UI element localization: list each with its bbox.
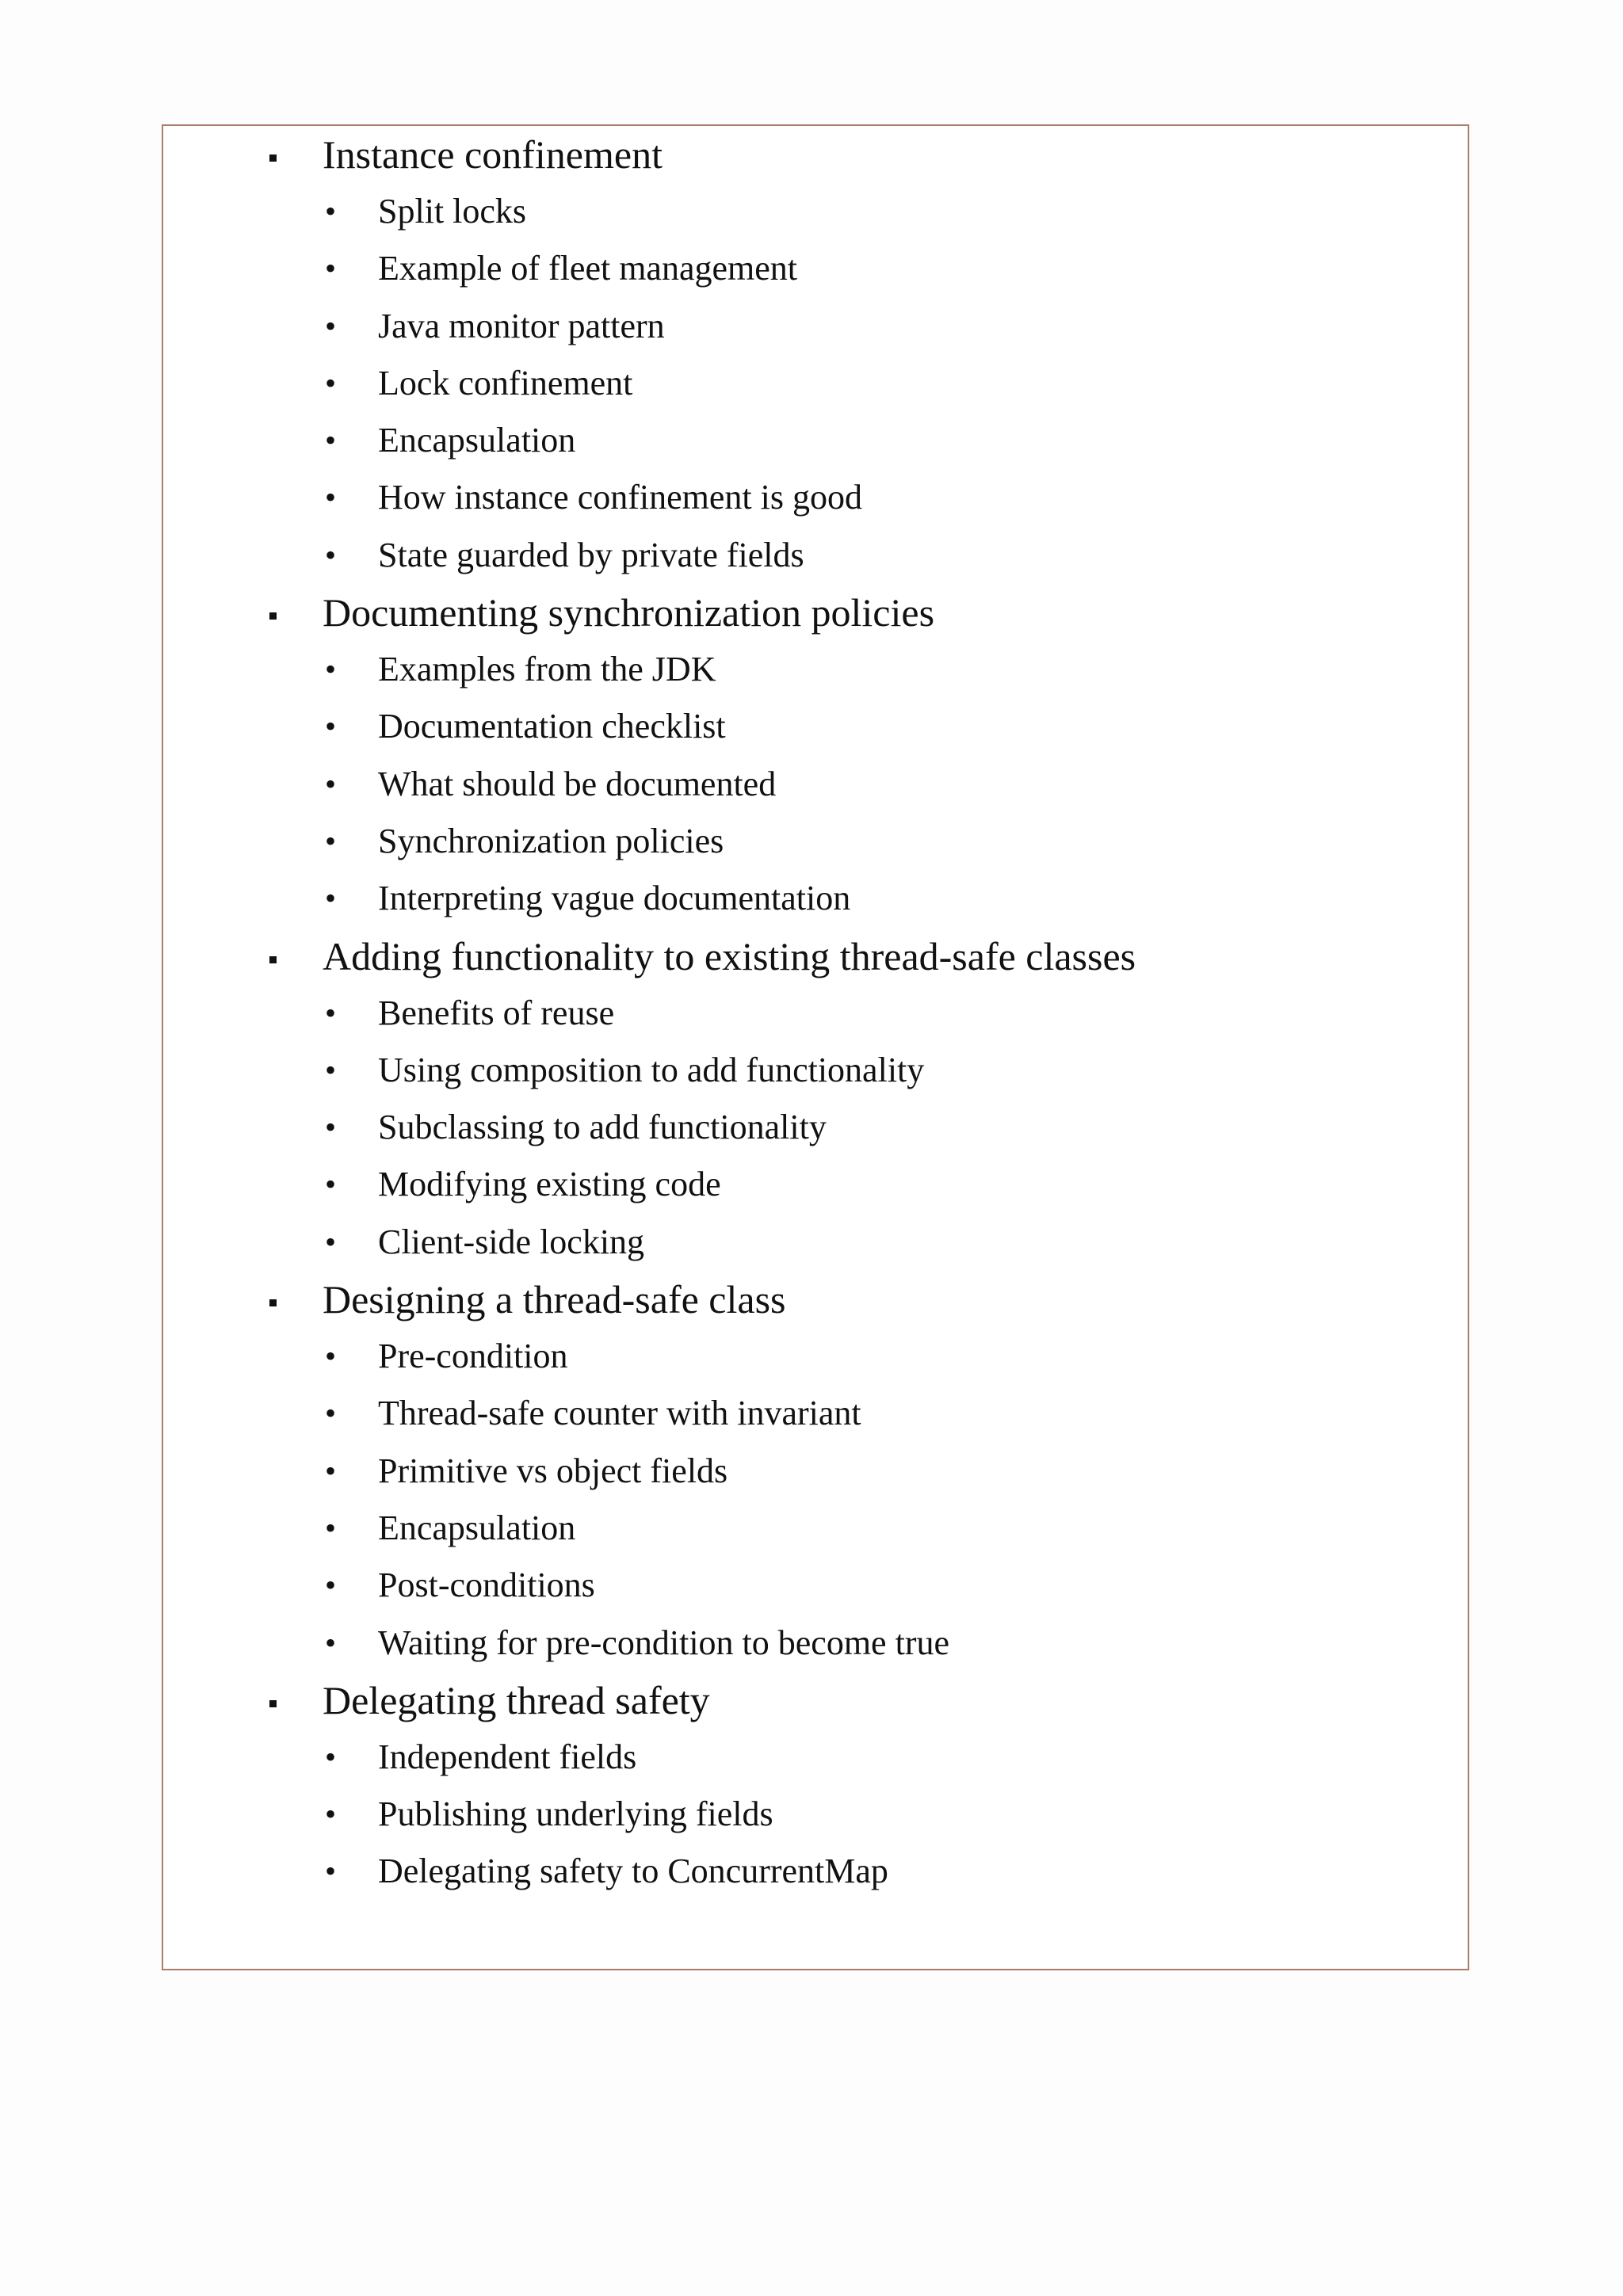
list-item <box>163 1328 1468 1385</box>
section-heading <box>163 928 1468 985</box>
round-bullet-icon: • <box>325 651 337 688</box>
list-item-text: Example of fleet management <box>378 249 797 288</box>
round-bullet-icon: • <box>325 708 337 745</box>
round-bullet-icon: • <box>325 250 337 287</box>
list-item-text: Modifying existing code <box>378 1165 721 1204</box>
list-item <box>163 355 1468 412</box>
round-bullet-icon: • <box>325 765 337 802</box>
round-bullet-icon: • <box>325 880 337 917</box>
list-item <box>163 1156 1468 1213</box>
round-bullet-icon: • <box>325 1567 337 1604</box>
outline-section <box>163 928 1468 1271</box>
list-item-text: Synchronization policies <box>378 821 724 860</box>
list-item-text: Waiting for pre-condition to become true <box>378 1623 949 1662</box>
list-item-text: Java monitor pattern <box>378 306 665 345</box>
round-bullet-icon: • <box>325 994 337 1031</box>
list-item-text: Lock confinement <box>378 363 633 402</box>
list-item <box>163 183 1468 240</box>
list-item-text: State guarded by private fields <box>378 535 804 574</box>
list-item <box>163 813 1468 870</box>
outline-section <box>163 584 1468 927</box>
round-bullet-icon: • <box>325 1395 337 1432</box>
list-item-text: Encapsulation <box>378 1508 576 1547</box>
list-item <box>163 1729 1468 1786</box>
list-item <box>163 698 1468 755</box>
list-item <box>163 1214 1468 1271</box>
section-heading <box>163 584 1468 641</box>
list-item-text: How instance confinement is good <box>378 478 862 517</box>
list-item <box>163 1500 1468 1557</box>
list-item-text: What should be documented <box>378 764 777 803</box>
list-item-text: Pre-condition <box>378 1337 568 1376</box>
list-item-text: Encapsulation <box>378 421 576 460</box>
section-title: Delegating thread safety <box>323 1677 710 1722</box>
list-item-text: Publishing underlying fields <box>378 1794 773 1834</box>
list-item <box>163 870 1468 927</box>
round-bullet-icon: • <box>325 479 337 516</box>
round-bullet-icon: • <box>325 193 337 229</box>
list-item <box>163 1843 1468 1900</box>
list-item <box>163 1042 1468 1099</box>
round-bullet-icon: • <box>325 1452 337 1489</box>
round-bullet-icon: • <box>325 1166 337 1203</box>
round-bullet-icon: • <box>325 1853 337 1890</box>
list-item-text: Subclassing to add functionality <box>378 1108 827 1147</box>
list-item-text: Delegating safety to ConcurrentMap <box>378 1852 888 1891</box>
section-title: Documenting synchronization policies <box>323 590 935 635</box>
list-item <box>163 1385 1468 1442</box>
list-item <box>163 985 1468 1042</box>
section-heading <box>163 126 1468 183</box>
round-bullet-icon: • <box>325 1509 337 1546</box>
subitem-list <box>163 1729 1468 1901</box>
section-heading <box>163 1672 1468 1729</box>
round-bullet-icon: • <box>325 1109 337 1146</box>
round-bullet-icon: • <box>325 1796 337 1833</box>
list-item <box>163 527 1468 584</box>
round-bullet-icon: • <box>325 364 337 401</box>
subitem-list <box>163 183 1468 584</box>
content-box <box>162 124 1469 1970</box>
round-bullet-icon: • <box>325 536 337 573</box>
list-item-text: Client-side locking <box>378 1222 645 1261</box>
round-bullet-icon: • <box>325 422 337 459</box>
list-item <box>163 1615 1468 1672</box>
section-list <box>163 126 1468 1901</box>
list-item <box>163 1786 1468 1843</box>
list-item <box>163 756 1468 813</box>
subitem-list <box>163 985 1468 1271</box>
list-item-text: Primitive vs object fields <box>378 1451 728 1490</box>
list-item <box>163 412 1468 469</box>
list-item-text: Independent fields <box>378 1737 637 1776</box>
round-bullet-icon: • <box>325 1738 337 1775</box>
section-title: Adding functionality to existing thread-safe classes <box>323 933 1136 978</box>
square-bullet-icon <box>269 612 277 620</box>
square-bullet-icon <box>269 956 277 963</box>
list-item <box>163 469 1468 526</box>
list-item <box>163 1557 1468 1614</box>
round-bullet-icon: • <box>325 1624 337 1661</box>
outline-section <box>163 1672 1468 1901</box>
square-bullet-icon <box>269 154 277 162</box>
list-item <box>163 641 1468 698</box>
list-item-text: Interpreting vague documentation <box>378 879 851 918</box>
section-title: Designing a thread-safe class <box>323 1277 786 1322</box>
square-bullet-icon <box>269 1299 277 1306</box>
list-item-text: Examples from the JDK <box>378 650 716 689</box>
list-item <box>163 1099 1468 1156</box>
round-bullet-icon: • <box>325 1051 337 1088</box>
list-item-text: Split locks <box>378 192 527 231</box>
subitem-list <box>163 641 1468 927</box>
list-item <box>163 240 1468 297</box>
list-item <box>163 1443 1468 1500</box>
outline-section <box>163 126 1468 584</box>
round-bullet-icon: • <box>325 1338 337 1375</box>
list-item-text: Using composition to add functionality <box>378 1050 925 1089</box>
subitem-list <box>163 1328 1468 1672</box>
list-item-text: Benefits of reuse <box>378 993 615 1032</box>
round-bullet-icon: • <box>325 1223 337 1260</box>
section-heading <box>163 1271 1468 1328</box>
square-bullet-icon <box>269 1700 277 1707</box>
round-bullet-icon: • <box>325 822 337 859</box>
section-title: Instance confinement <box>323 132 663 177</box>
list-item-text: Documentation checklist <box>378 707 726 746</box>
outline-section <box>163 1271 1468 1672</box>
list-item-text: Thread-safe counter with invariant <box>378 1394 861 1433</box>
list-item-text: Post-conditions <box>378 1566 595 1605</box>
round-bullet-icon: • <box>325 307 337 344</box>
list-item <box>163 298 1468 355</box>
